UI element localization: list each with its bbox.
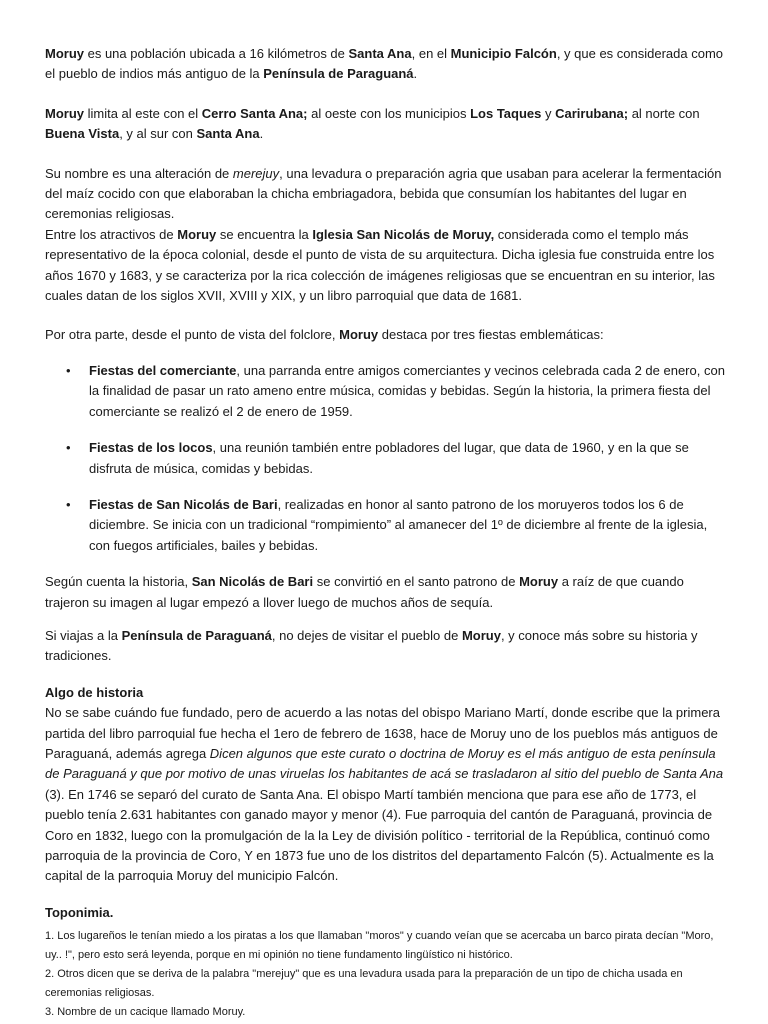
text: Si viajas a la: [45, 627, 122, 643]
text: , una parranda entre amigos comerciantes y vecinos celebrada cada 2 de enero, con la finalidad de pasar un rato ameno entre música, comidas y bebidas. Según la historia, la primera fiesta del comerciante se realizó el 2 de enero de 1959.: [89, 362, 725, 419]
text-bold: Moruy: [461, 627, 501, 643]
text-bold: Moruy: [519, 574, 559, 590]
text: , realizadas en honor al santo patrono de los moruyeros todos los 6 de diciembre. Se inicia con un tradicional “rompimiento” al amanecer del 1º de diciembre al frente de la iglesia, con fuegos artificiales, bailes y bebidas.: [89, 496, 708, 553]
text-bold: Algo de historia: [45, 684, 144, 700]
text-bold: Cerro Santa Ana;: [201, 105, 308, 121]
text-bold: Moruy: [45, 105, 84, 121]
toponimia-list: [45, 927, 728, 1022]
toponimia-item: 3. Nombre de un cacique llamado Moruy.: [45, 1006, 246, 1019]
text: es una población ubicada a 16 kilómetros de: [84, 46, 349, 61]
toponimia-item: 2. Otros dicen que se deriva de la palabra "merejuy" que es una levadura usada para la preparación de un tipo de chicha usada en ceremonias religiosas.: [45, 968, 683, 1000]
text-bold: Península de Paraguaná: [121, 627, 272, 643]
text-bold: Los Taques: [470, 105, 542, 121]
text-bold: Península de Paraguaná: [263, 66, 414, 82]
text-bold: Moruy: [45, 46, 84, 61]
text: a raíz de que cuando trajeron su imagen al lugar empezó a llover luego de muchos años de sequía.: [45, 574, 684, 610]
text-bold: Fiestas de los locos: [89, 440, 213, 456]
text: No se sabe cuándo fue fundado, pero de acuerdo a las notas del obispo Mariano Martí, donde escribe que la primera partida del libro parroquial fue hecha el 1ero de febrero de 1638, hace de Moruy uno de los pueblos más antiguos de Paraguaná, además agrega: [45, 705, 720, 761]
festivals-list: [45, 361, 728, 556]
text: , y al sur con: [119, 126, 197, 142]
text: limita al este con el: [84, 105, 202, 121]
list-item: [89, 361, 728, 422]
paragraph-visit: [45, 626, 728, 667]
text-bold: Moruy: [177, 226, 217, 242]
text: y: [541, 105, 556, 121]
toponimia-item: 1. Los lugareños le tenían miedo a los piratas a los que llamaban "moros" y cuando veían que se acercaba un barco pirata decían "Moro, uy.. !", pero esto será leyenda, porque en mi opinión no tiene fundamento lingüístico ni histórico.: [45, 930, 714, 962]
text: Por otra parte, desde el punto de vista del folclore,: [45, 327, 340, 343]
text-bold: Fiestas del comerciante: [89, 362, 237, 378]
text: , no dejes de visitar el pueblo de: [271, 627, 462, 643]
paragraph-church: [45, 225, 728, 307]
text-italic: merejuy: [232, 165, 280, 181]
text: , en el: [411, 46, 451, 61]
text-bold: Municipio Falcón: [450, 46, 557, 61]
text: .: [413, 66, 418, 82]
text: al oeste con los municipios: [307, 105, 471, 121]
text-bold: Santa Ana: [348, 46, 412, 61]
list-item: [89, 495, 728, 556]
paragraph-folklore: [45, 325, 728, 345]
text: al norte con: [628, 105, 700, 121]
text-bold: Iglesia San Nicolás de Moruy,: [312, 226, 495, 242]
text-bold: San Nicolás de Bari: [191, 574, 314, 590]
paragraph-intro: [45, 44, 728, 85]
text: Entre los atractivos de: [45, 226, 178, 242]
history-heading: [45, 683, 728, 703]
text-bold: Toponimia.: [45, 904, 114, 920]
text: (3). En 1746 se separó del curato de Santa Ana. El obispo Martí también menciona que para ese año de 1773, el pueblo tenía 2.631 habitantes con ganado mayor y menor (4). Fue parroquia del cantón de Paraguaná, provincia de Coro en 1832, luego con la promulgación de la la Ley de división político - territorial de la República, continuó como parroquia de la provincia de Coro, Y en 1873 fue uno de los distritos del departamento Falcón (5). Actualmente es la capital de la parroquia Moruy del municipio Falcón.: [45, 786, 714, 884]
text: , una levadura o preparación agria que usaban para acelerar la fermentación del maíz cocido con que elaboraban la chicha embriagadora, bebida que consumían los habitantes del lugar en ceremonias religiosas.: [45, 165, 722, 222]
text-bold: Buena Vista: [45, 126, 120, 142]
list-item: [89, 438, 728, 479]
text-bold: Santa Ana: [196, 126, 260, 142]
paragraph-name-origin: [45, 164, 728, 225]
text-bold: Fiestas de San Nicolás de Bari: [89, 496, 278, 512]
paragraph-limits: [45, 104, 728, 145]
text: se convirtió en el santo patrono de: [313, 574, 520, 590]
text: , y que es considerada como el pueblo de indios más antiguo de la: [45, 46, 724, 82]
text: Según cuenta la historia,: [45, 574, 192, 590]
text: considerada como el templo más representativo de la época colonial, desde el punto de vista de su arquitectura. Dicha iglesia fue construida entre los años 1670 y 1683, y se caracteriza por la rica colección de imágenes religiosas que se encuentran en su interior, las cuales datan de los siglos XVII, XVIII y XIX, y un libro parroquial que data de 1681.: [45, 226, 715, 304]
text: Su nombre es una alteración de: [45, 165, 233, 181]
text-italic: Dicen algunos que este curato o doctrina de Moruy es el más antiguo de esta península de Paraguaná y que por motivo de unas viruelas los habitantes de acá se trasladaron al sitio del pueblo de Santa Ana: [45, 745, 724, 782]
text: , una reunión también entre pobladores del lugar, que data de 1960, y en la que se disfruta de música, comidas y bebidas.: [89, 440, 689, 476]
text: , y conoce más sobre su historia y tradiciones.: [45, 627, 698, 664]
text-bold: Moruy: [339, 327, 379, 343]
text: se encuentra la: [216, 226, 313, 242]
paragraph-history: [45, 703, 728, 887]
paragraph-patron-saint: [45, 572, 728, 613]
text-bold: Carirubana;: [555, 105, 629, 121]
text: destaca por tres fiestas emblemáticas:: [378, 327, 604, 343]
toponimia-heading: [45, 903, 728, 923]
text: .: [259, 126, 264, 142]
